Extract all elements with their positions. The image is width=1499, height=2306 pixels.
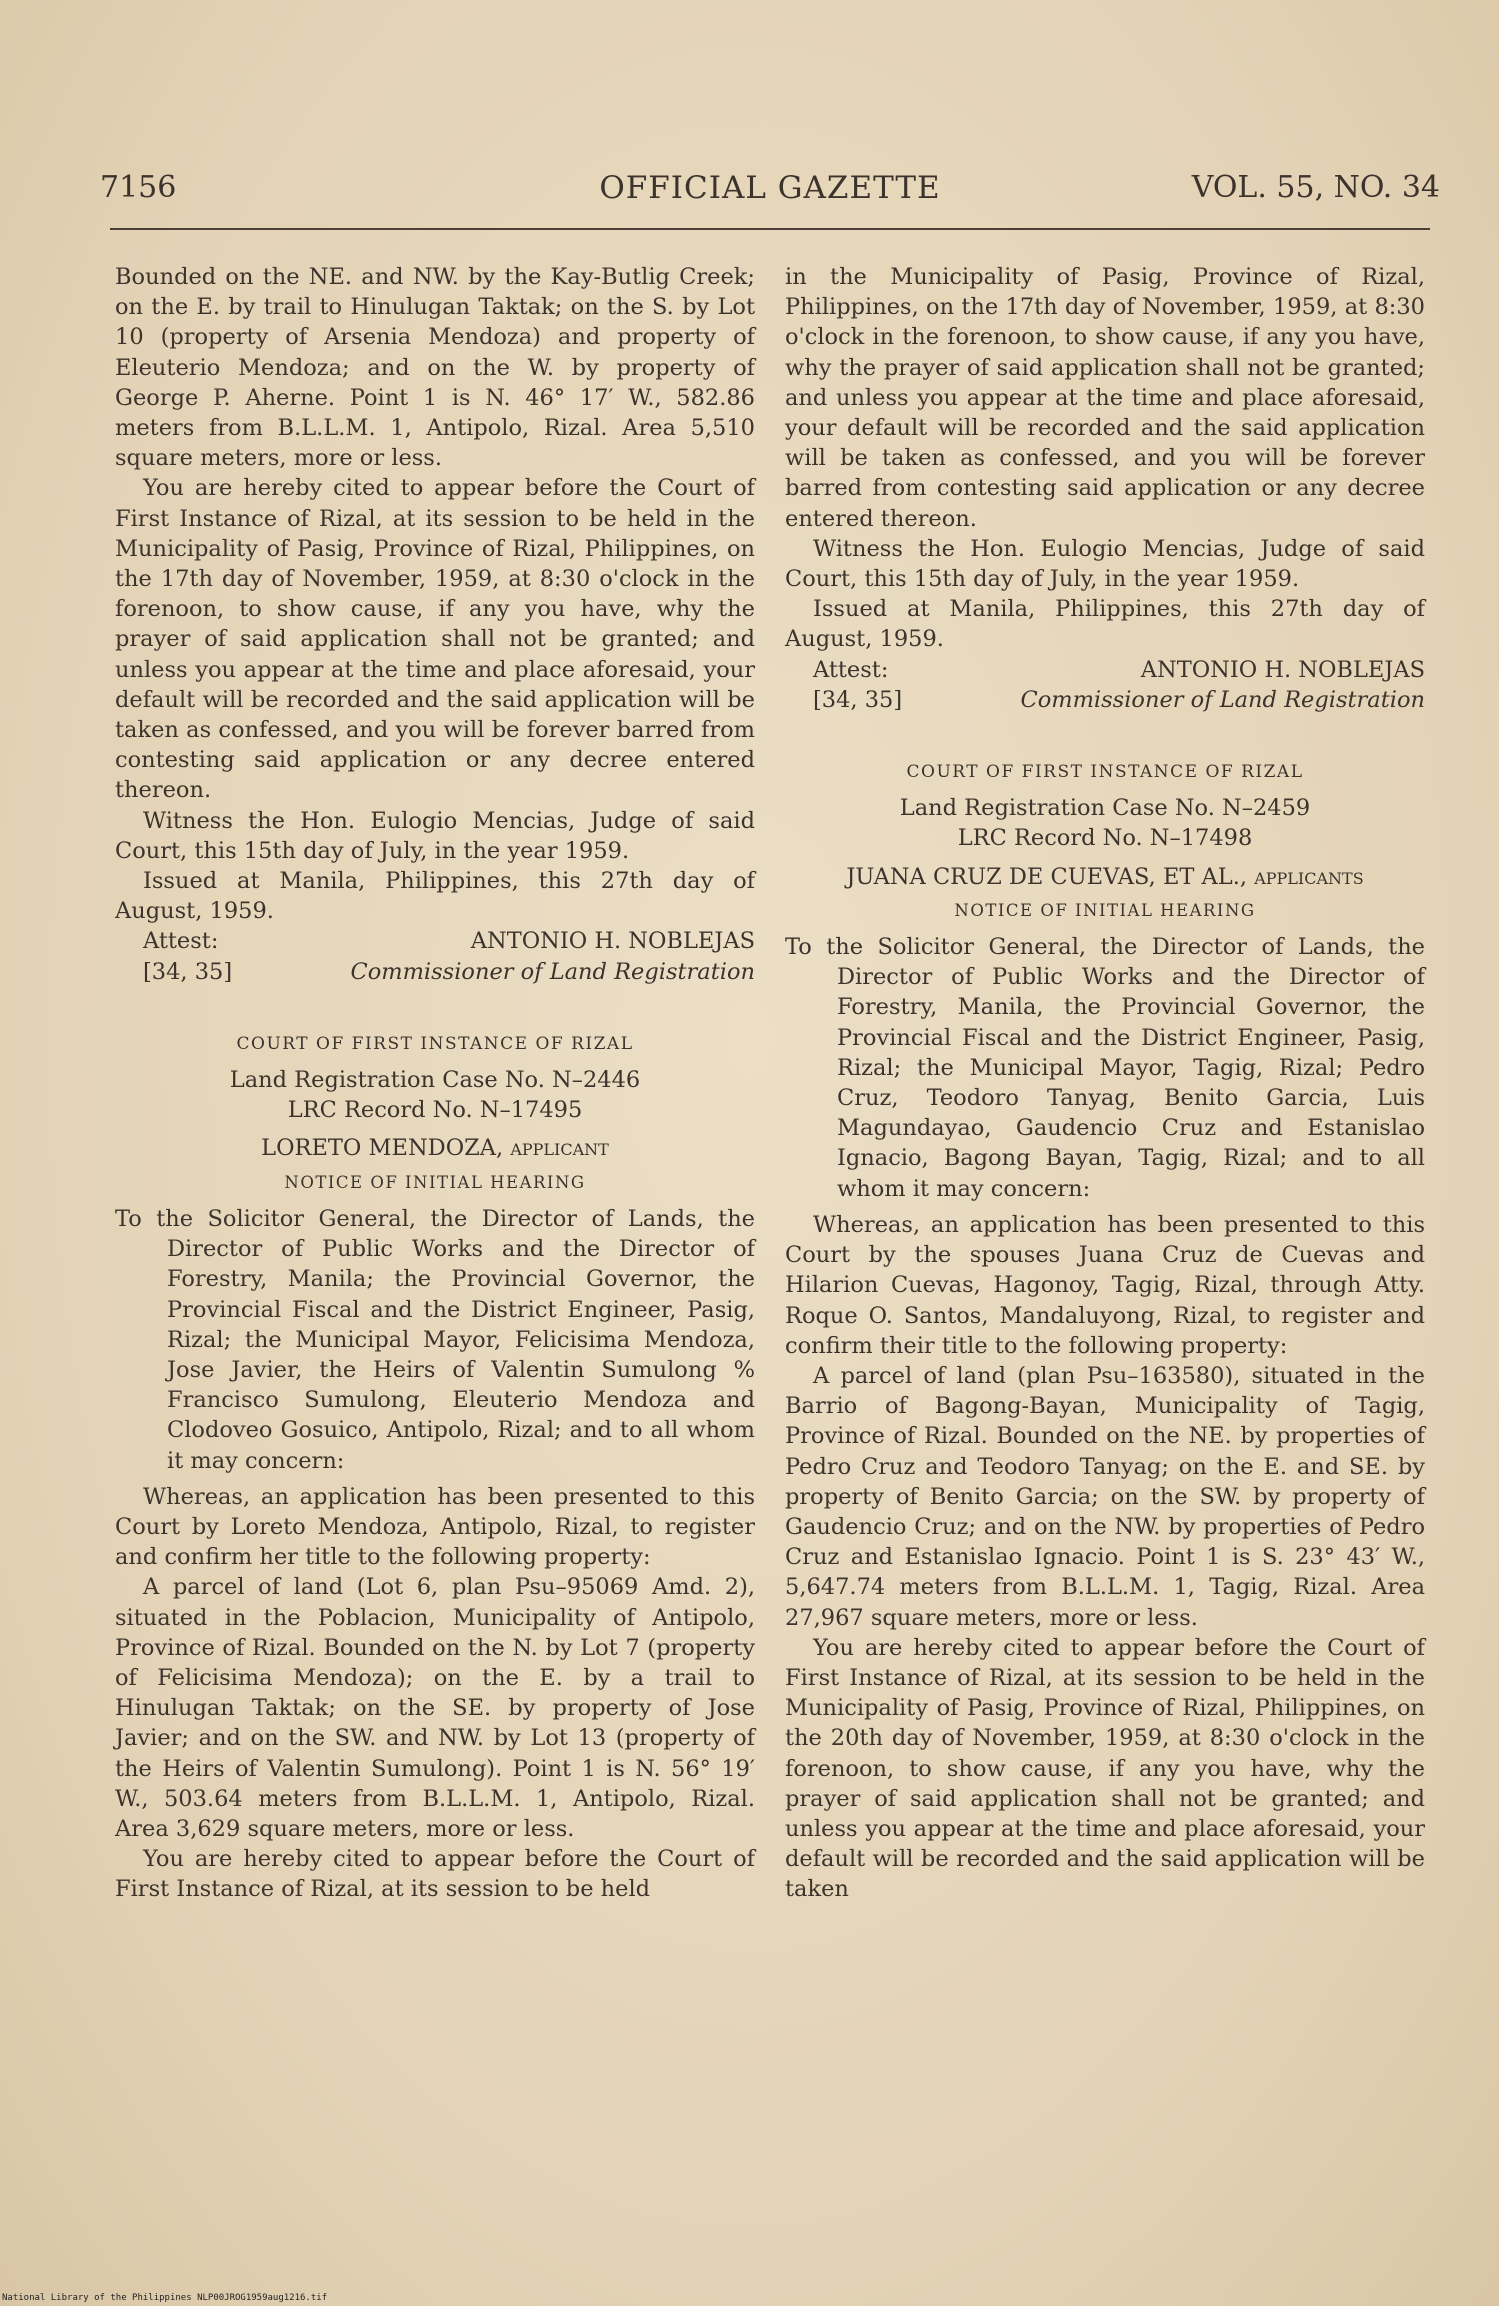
paragraph: Witness the Hon. Eulogio Mencias, Judge of said Court, this 15th day of July, in the year 1959. xyxy=(115,807,755,864)
paragraph: Witness the Hon. Eulogio Mencias, Judge of said Court, this 15th day of July, in the year 1959. xyxy=(785,535,1425,593)
gazette-title: OFFICIAL GAZETTE xyxy=(599,170,941,206)
right-column xyxy=(785,262,1425,1905)
paragraph: Whereas, an application has been presented to this Court by the spouses Juana Cruz de Cuevas and Hilarion Cuevas, Hagonoy, Tagig, Rizal, through Atty. Roque O. Santos, Mandaluyong, Rizal, to register and confirm their title to the following property: xyxy=(785,1211,1425,1359)
signatory-name: ANTONIO H. NOBLEJAS xyxy=(470,928,755,955)
case-number: Land Registration Case No. N–2459 xyxy=(899,795,1311,822)
page-number: 7156 xyxy=(100,170,177,205)
volume-number: VOL. 55, NO. 34 xyxy=(1191,170,1440,205)
court-caption: COURT OF FIRST INSTANCE OF RIZAL xyxy=(906,762,1304,783)
scan-footer: National Library of the Philippines NLP00JROG1959aug1216.tif xyxy=(2,2293,328,2303)
paragraph: Issued at Manila, Philippines, this 27th day of August, 1959. xyxy=(785,596,1425,653)
paragraph: A parcel of land (plan Psu–163580), situated in the Barrio of Bagong-Bayan, Municipality of Tagig, Province of Rizal. Bounded on the NE. by properties of Pedro Cruz and Teodoro Tanyag; on the E. and SE. by property of Benito Garcia; on the SW. by property of Gaudencio Cruz; and on the NW. by properties of Pedro Cruz and Estanislao Ignacio. Point 1 is S. 23° 43′ W., 5,647.74 meters from B.L.L.M. 1, Tagig, Rizal. Area 27,967 square meters, more or less. xyxy=(785,1362,1425,1631)
signatory-title: Commissioner of Land Registration xyxy=(350,958,755,985)
issue-reference: [34, 35] xyxy=(813,686,903,713)
attest-line-2 xyxy=(785,685,1425,715)
signatory-name: ANTONIO H. NOBLEJAS xyxy=(1140,656,1425,683)
attest-line xyxy=(115,926,755,956)
paragraph: Whereas, an application has been presented to this Court by Loreto Mendoza, Antipolo, Rizal, to register and confirm her title to the following property: xyxy=(115,1483,755,1571)
applicant: JUANA CRUZ DE CUEVAS, ET AL., applicants xyxy=(846,863,1364,890)
paragraph: A parcel of land (Lot 6, plan Psu–95069 Amd. 2), situated in the Poblacion, Municipality of Antipolo, Province of Rizal. Bounded on the N. by Lot 7 (property of Felicisima Mendoza); on the E. by a trail to Hinulugan Taktak; on the SE. by property of Jose Javier; and on the SW. and NW. by Lot 13 (property of the Heirs of Valentin Sumulong). Point 1 is N. 56° 19′ W., 503.64 meters from B.L.L.M. 1, Antipolo, Rizal. Area 3,629 square meters, more or less. xyxy=(115,1574,755,1842)
attest-line xyxy=(785,655,1425,685)
case-number: Land Registration Case No. N–2446 xyxy=(229,1067,641,1094)
notice-heading: NOTICE OF INITIAL HEARING xyxy=(284,1172,586,1192)
paragraph: You are hereby cited to appear before the Court of First Instance of Rizal, at its session to be held xyxy=(115,1846,755,1903)
attest-label: Attest: xyxy=(813,656,889,683)
court-caption: COURT OF FIRST INSTANCE OF RIZAL xyxy=(236,1033,634,1054)
notice-heading: NOTICE OF INITIAL HEARING xyxy=(954,900,1256,920)
paragraph: Bounded on the NE. and NW. by the Kay-Butlig Creek; on the E. by trail to Hinulugan Taktak; on the S. by Lot 10 (property of Arsenia Mendoza) and property of Eleuterio Mendoza; and on the W. by property of George P. Aherne. Point 1 is N. 46° 17′ W., 582.86 meters from B.L.L.M. 1, Antipolo, Rizal. Area 5,510 square meters, more or less. xyxy=(115,264,755,472)
paragraph: You are hereby cited to appear before the Court of First Instance of Rizal, at its session to be held in the Municipality of Pasig, Province of Rizal, Philippines, on the 20th day of November, 1959, at 8:30 o'clock in the forenoon, to show cause, if any you have, why the prayer of said application shall not be granted; and unless you appear at the time and place aforesaid, your default will be recorded and the said application will be taken xyxy=(785,1634,1425,1903)
record-number: LRC Record No. N–17498 xyxy=(957,825,1253,852)
addressees: To the Solicitor General, the Director of Lands, the Director of Public Works and the Director of Forestry, Manila; the Provincial Governor, the Provincial Fiscal and the District Engineer, Pasig, Rizal; the Municipal Mayor, Felicisima Mendoza, Jose Javier, the Heirs of Valentin Sumulong % Francisco Sumulong, Eleuterio Mendoza and Clodoveo Gosuico, Antipolo, Rizal; and to all whom it may concern: xyxy=(115,1205,755,1474)
left-column xyxy=(115,262,755,1905)
attest-label: Attest: xyxy=(143,928,219,955)
header-rule xyxy=(110,228,1430,230)
paragraph: in the Municipality of Pasig, Province of Rizal, Philippines, on the 17th day of November, 1959, at 8:30 o'clock in the forenoon, to show cause, if any you have, why the prayer of said application shall not be granted; and unless you appear at the time and place aforesaid, your default will be recorded and the said application will be taken as confessed, and you will be forever barred from contesting said application or any decree entered thereon. xyxy=(785,264,1425,532)
issue-reference: [34, 35] xyxy=(143,958,233,985)
addressees: To the Solicitor General, the Director of Lands, the Director of Public Works and the Director of Forestry, Manila, the Provincial Governor, the Provincial Fiscal and the District Engineer, Pasig, Rizal; the Municipal Mayor, Tagig, Rizal; Pedro Cruz, Teodoro Tanyag, Benito Garcia, Luis Magundayao, Gaudencio Cruz and Estanislao Ignacio, Bagong Bayan, Tagig, Rizal; and to all whom it may concern: xyxy=(785,934,1425,1202)
page-header xyxy=(100,170,1440,210)
paragraph: Issued at Manila, Philippines, this 27th day of August, 1959. xyxy=(115,868,755,925)
paragraph: You are hereby cited to appear before the Court of First Instance of Rizal, at its session to be held in the Municipality of Pasig, Province of Rizal, Philippines, on the 17th day of November, 1959, at 8:30 o'clock in the forenoon, to show cause, if any you have, why the prayer of said application shall not be granted; and unless you appear at the time and place aforesaid, your default will be recorded and the said application will be taken as confessed, and you will be forever barred from contesting said application or any decree entered thereon. xyxy=(115,475,755,804)
applicant: LORETO MENDOZA, applicant xyxy=(261,1135,609,1162)
attest-line-2 xyxy=(115,957,755,987)
signatory-title: Commissioner of Land Registration xyxy=(1020,686,1425,713)
record-number: LRC Record No. N–17495 xyxy=(287,1097,583,1124)
